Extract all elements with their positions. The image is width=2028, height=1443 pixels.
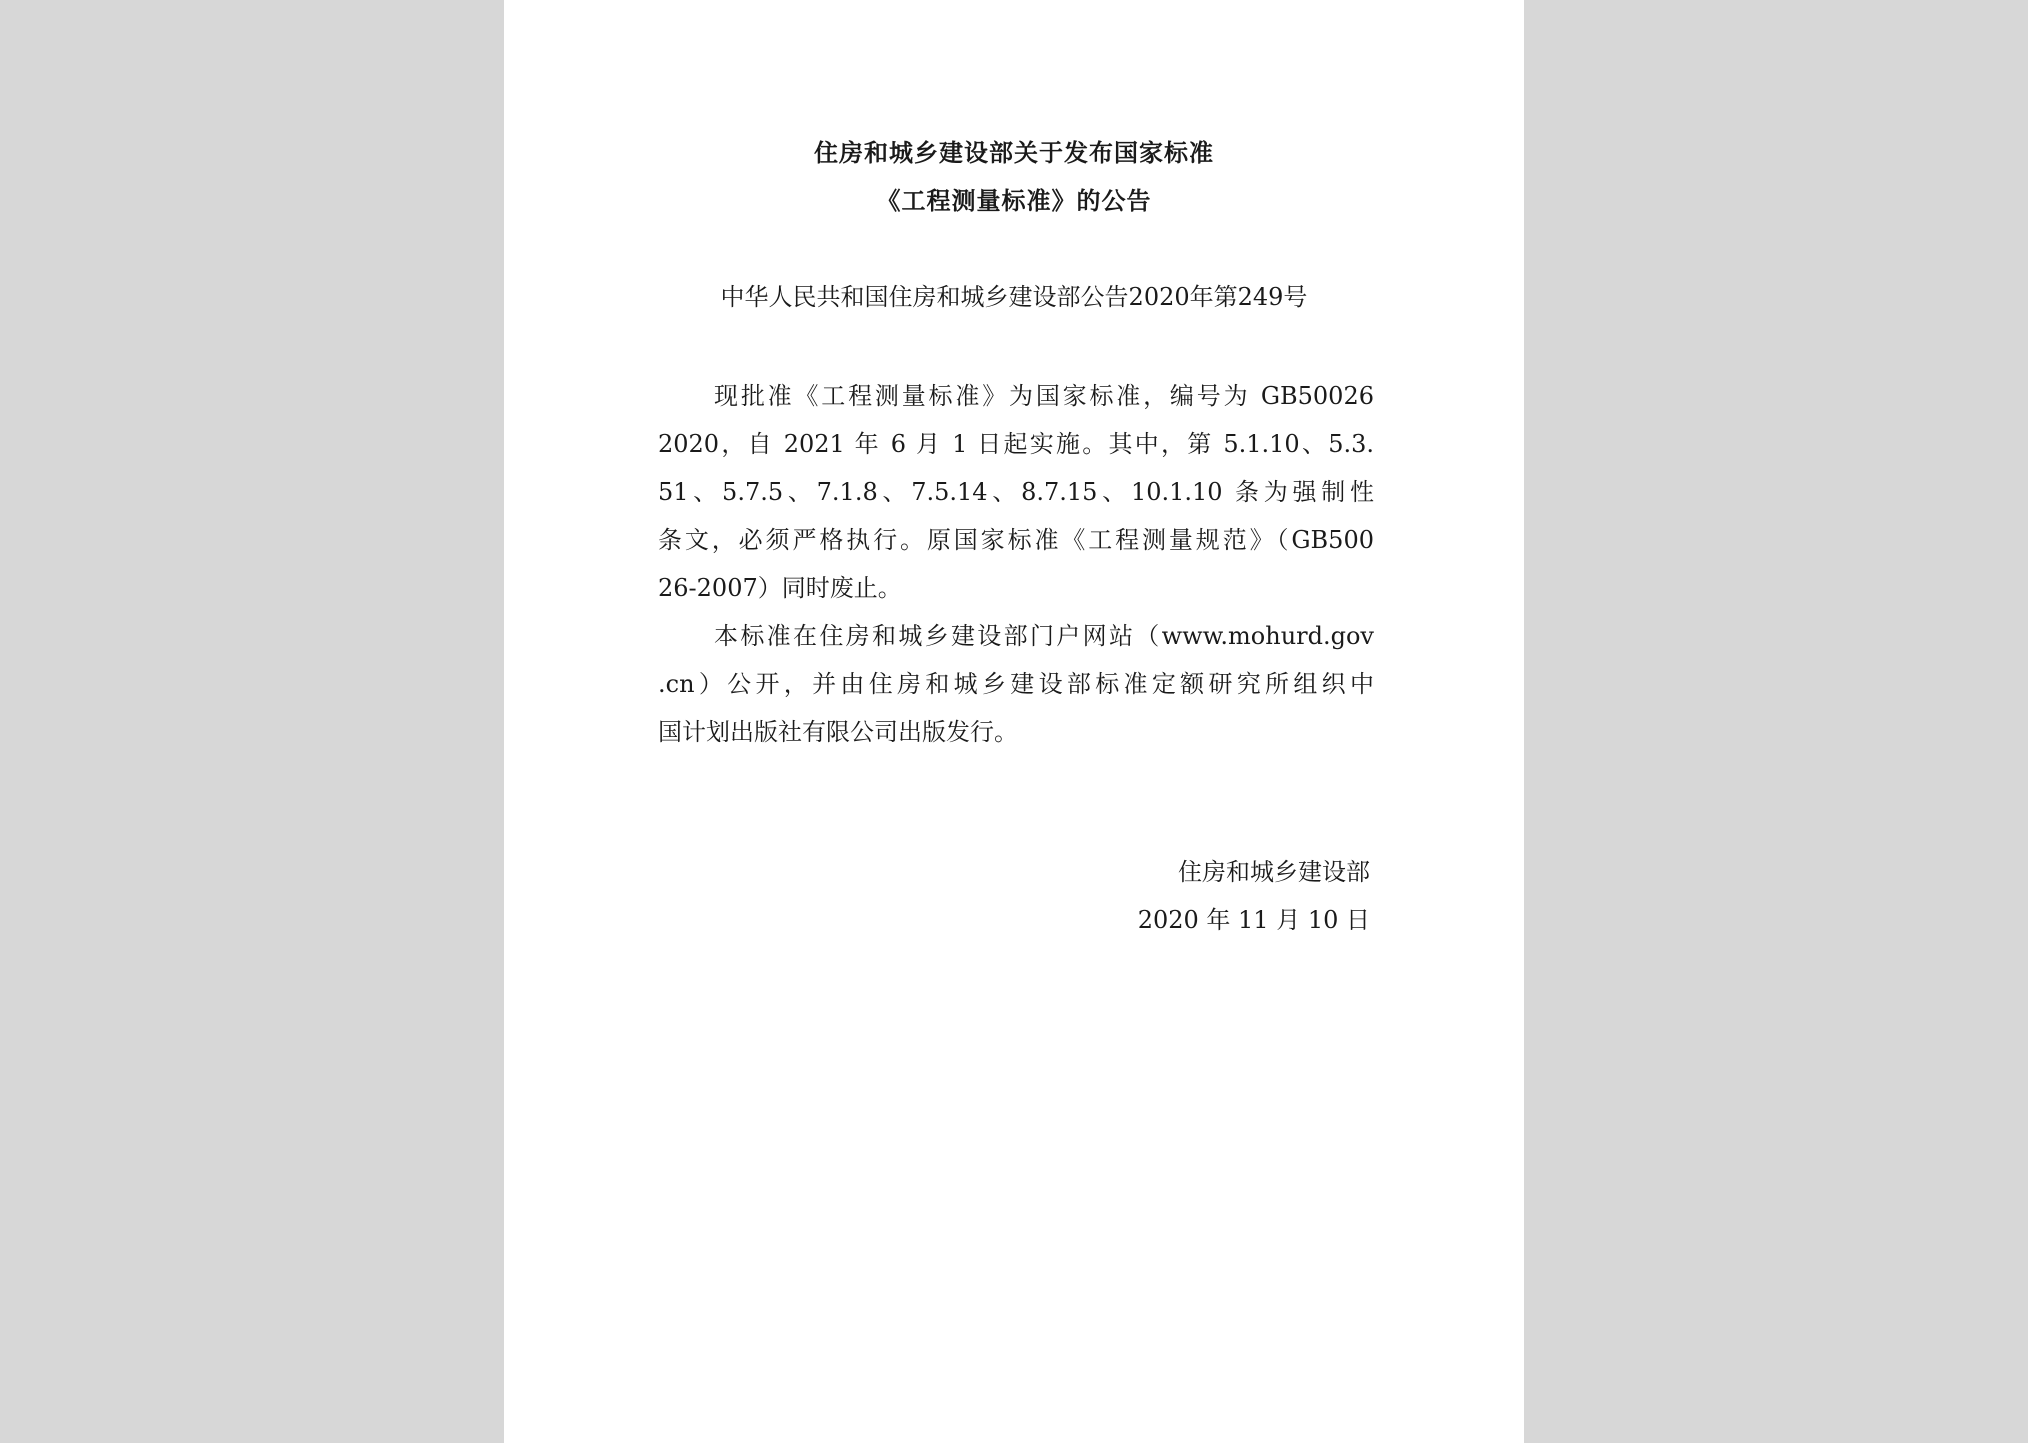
paragraph1-line: 2020，自 2021 年 6 月 1 日起实施。其中，第 5.1.10、5.3.: [658, 430, 1374, 458]
paragraph2-line: 国计划出版社有限公司出版发行。: [658, 718, 1018, 746]
signature-date: 2020 年 11 月 10 日: [1137, 906, 1370, 934]
document-body: [658, 372, 1374, 756]
paragraph1-line: 条文，必须严格执行。原国家标准《工程测量规范》（GB500: [658, 526, 1374, 554]
paragraph1-line: 26-2007）同时废止。: [658, 574, 902, 602]
signature-organization: 住房和城乡建设部: [1178, 858, 1370, 886]
paragraph2-line: 本标准在住房和城乡建设部门户网站（www.mohurd.gov: [714, 622, 1374, 650]
document-title-line2: 《工程测量标准》的公告: [876, 186, 1152, 215]
document-page: [504, 0, 1524, 1443]
paragraph2-line: .cn）公开，并由住房和城乡建设部标准定额研究所组织中: [658, 670, 1374, 698]
announcement-number: 中华人民共和国住房和城乡建设部公告2020年第249号: [720, 283, 1308, 311]
paragraph1-line: 51、5.7.5、7.1.8、7.5.14、8.7.15、10.1.10 条为强制性: [658, 478, 1374, 506]
paragraph1-line: 现批准《工程测量标准》为国家标准，编号为 GB50026: [714, 382, 1374, 410]
document-title-line1: 住房和城乡建设部关于发布国家标准: [814, 138, 1214, 167]
